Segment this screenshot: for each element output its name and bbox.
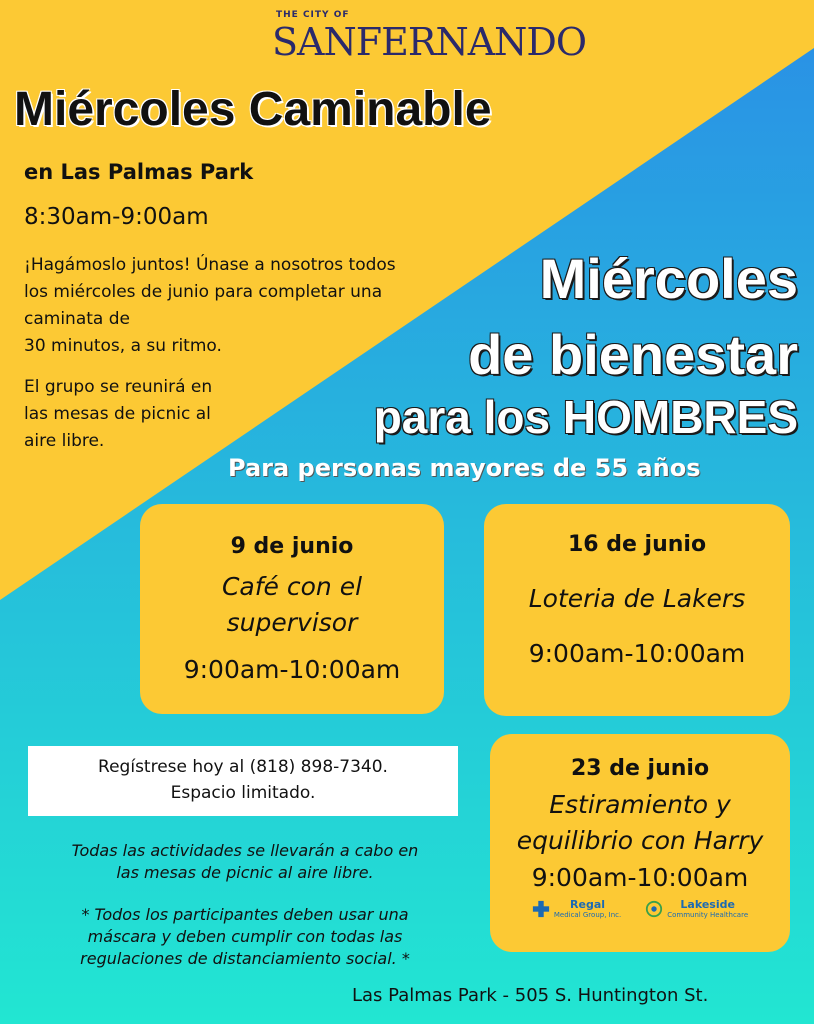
logo-prefix: THE CITY OF xyxy=(276,10,350,20)
location-note: Todas las actividades se llevarán a cabo en las mesas de picnic al aire libre. xyxy=(71,841,419,882)
registration-phone: Regístrese hoy al (818) 898-7340. xyxy=(98,757,388,777)
walking-description: ¡Hagámoslo juntos! Únase a nosotros todos los miércoles de junio para completar una caminata de 30 minutos, a su ritmo. xyxy=(24,255,396,356)
sponsor-regal: Regal Medical Group, Inc. xyxy=(532,898,621,919)
walking-time: 8:30am-9:00am xyxy=(24,204,209,230)
meeting-note: El grupo se reunirá en las mesas de picnic al aire libre. xyxy=(24,377,213,451)
event-card-1 xyxy=(140,504,444,714)
lakeside-leaf-icon xyxy=(645,900,663,918)
age-requirement: Para personas mayores de 55 años xyxy=(228,454,701,482)
sponsor-logos xyxy=(490,898,790,919)
event-date: 16 de junio xyxy=(567,532,707,557)
logo-name: SANFERNANDO xyxy=(272,20,587,64)
event-activity: Café con el supervisor xyxy=(221,572,363,637)
wellness-title-line1: Miércoles xyxy=(539,247,798,310)
registration-box xyxy=(28,746,458,816)
walking-location: en Las Palmas Park xyxy=(24,160,254,184)
event-date: 23 de junio xyxy=(570,756,710,781)
registration-limited: Espacio limitado. xyxy=(170,783,316,803)
wellness-title-line2: de bienestar xyxy=(468,323,798,386)
event-time: 9:00am-10:00am xyxy=(183,655,401,684)
event-activity: Estiramiento y equilibrio con Harry xyxy=(516,790,764,855)
event-date: 9 de junio xyxy=(230,534,354,559)
event-time: 9:00am-10:00am xyxy=(531,863,749,892)
sponsor-lakeside: Lakeside Community Healthcare xyxy=(645,898,748,919)
event-card-3 xyxy=(490,734,790,952)
event-card-2 xyxy=(484,504,790,716)
event-activity: Loteria de Lakers xyxy=(528,584,746,613)
walking-title: Miércoles Caminable xyxy=(14,83,492,136)
regal-cross-icon xyxy=(532,900,550,918)
wellness-title-line3: para los HOMBRES xyxy=(373,391,798,443)
footer-address: Las Palmas Park - 505 S. Huntington St. xyxy=(352,985,709,1006)
mask-note: * Todos los participantes deben usar una máscara y deben cumplir con todas las regulaciones de distanciamiento social. * xyxy=(80,905,410,968)
event-time: 9:00am-10:00am xyxy=(528,639,746,668)
